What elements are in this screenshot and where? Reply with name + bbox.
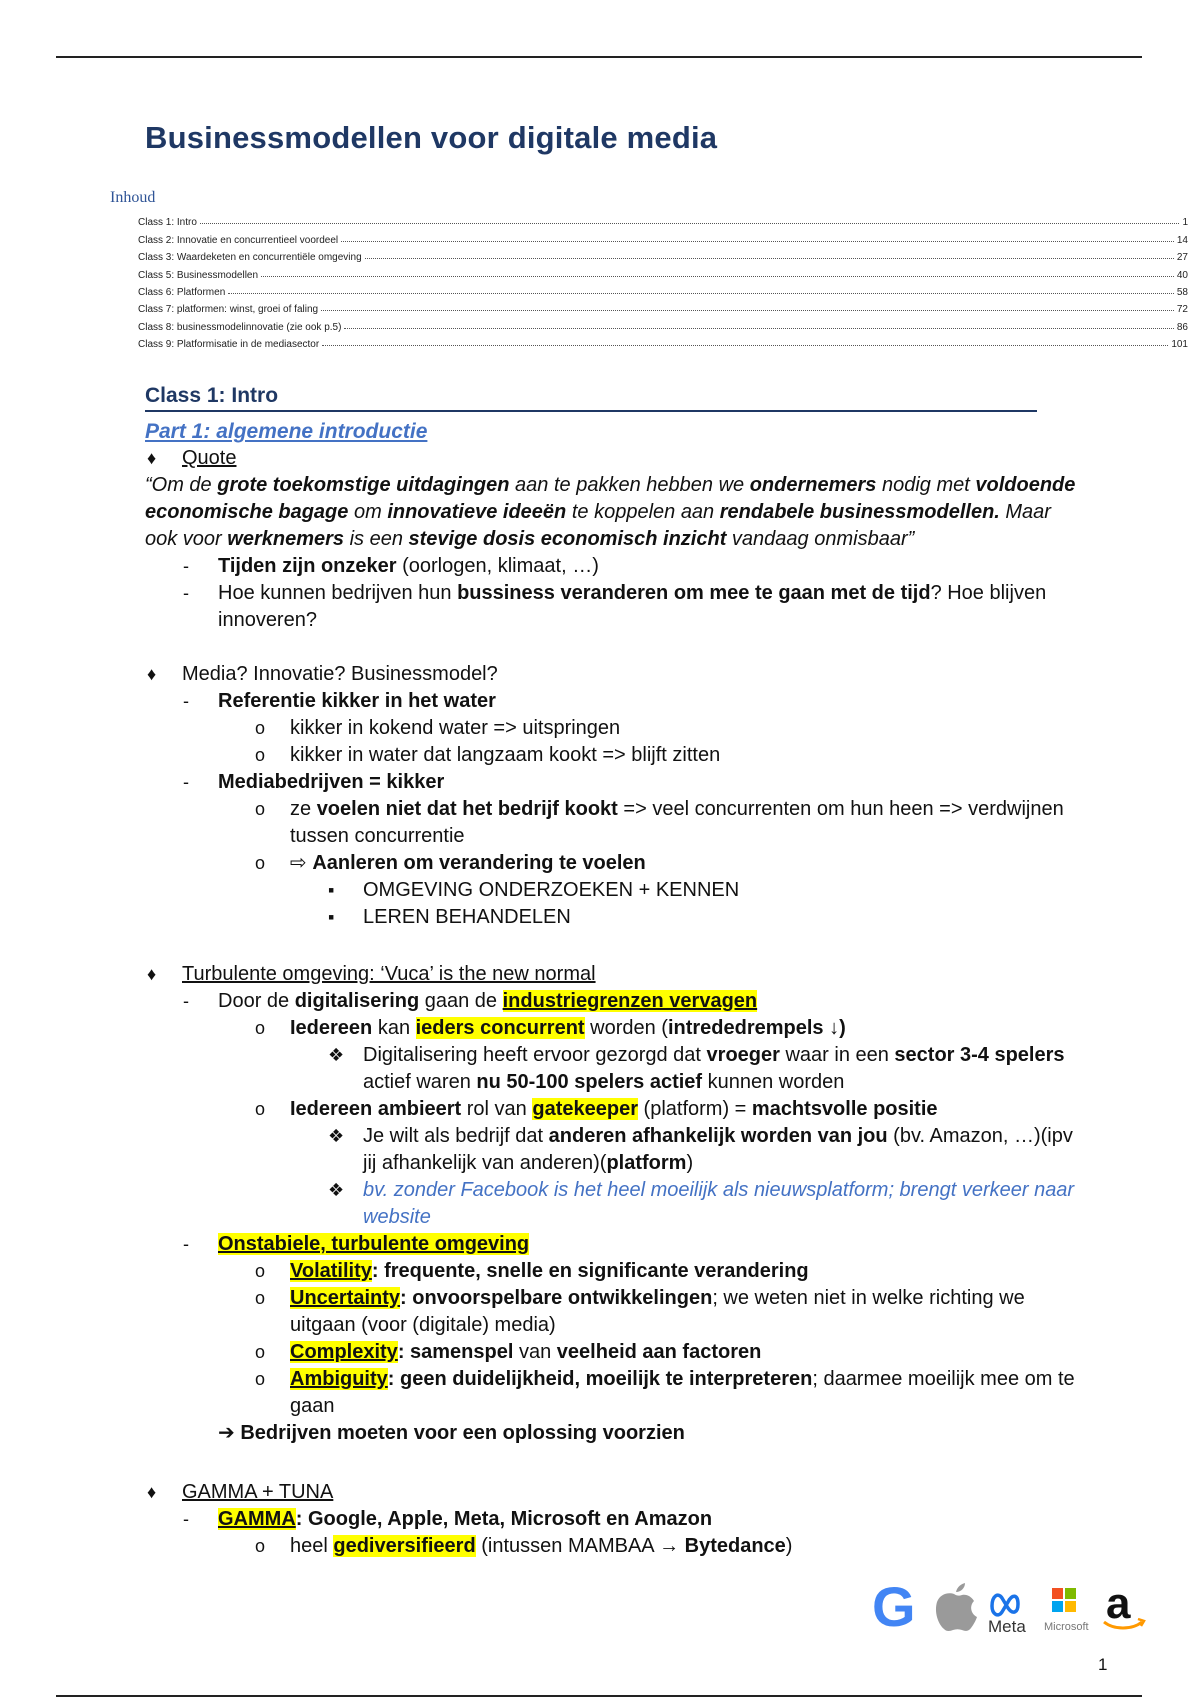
- toc-dot-leader: [344, 328, 1173, 329]
- list-item: - Mediabedrijven = kikker: [145, 769, 1085, 796]
- toc-entry-page: 58: [1176, 286, 1188, 298]
- list-item: ♦ Quote: [145, 445, 1085, 472]
- toc-entry-label: Class 2: Innovatie en concurrentieel voordeel: [138, 234, 339, 246]
- dash-bullet-icon: -: [183, 1234, 189, 1254]
- toc-entry-page: 72: [1176, 304, 1188, 316]
- circle-bullet-icon: o: [255, 1018, 266, 1038]
- list-item: o Iedereen ambieert rol van gatekeeper (platform) = machtsvolle positie: [145, 1096, 1085, 1123]
- logos-svg: [870, 1576, 1150, 1636]
- list-item: - Door de digitalisering gaan de industriegrenzen vervagen: [145, 988, 1085, 1015]
- list-item: o Iedereen kan ieders concurrent worden (intrededrempels ↓): [145, 1015, 1085, 1042]
- list-item: o ⇨ Aanleren om verandering te voelen: [145, 850, 1085, 877]
- amazon-logo-icon: [1104, 1579, 1144, 1628]
- circle-bullet-icon: o: [255, 718, 266, 738]
- microsoft-logo-icon: [1044, 1588, 1089, 1633]
- toc-entry-page: 40: [1176, 269, 1188, 281]
- list-item: ▪ LEREN BEHANDELEN: [145, 904, 1085, 931]
- toc-dot-leader: [365, 258, 1174, 259]
- toc-entry-label: Class 8: businessmodelinnovatie (zie ook p.5): [138, 321, 342, 333]
- circle-bullet-icon: o: [255, 1369, 266, 1389]
- toc-heading: Inhoud: [110, 189, 156, 206]
- dash-bullet-icon: -: [183, 556, 189, 576]
- circle-bullet-icon: o: [255, 799, 266, 819]
- list-item: - Hoe kunnen bedrijven hun bussiness veranderen om mee te gaan met de tijd? Hoe blijven innoveren?: [183, 582, 1047, 631]
- diamond-bullet-icon: ♦: [147, 448, 157, 468]
- toc-entry[interactable]: [138, 333, 1188, 350]
- arrow-right-icon: ➔: [218, 1422, 241, 1444]
- toc-dot-leader: [322, 345, 1168, 346]
- toc-dot-leader: [321, 310, 1174, 311]
- list-item: o kikker in kokend water => uitspringen: [145, 715, 1085, 742]
- toc-entry-label: Class 6: Platformen: [138, 286, 226, 298]
- page-number: 1: [1098, 1655, 1108, 1674]
- toc-entry-label: Class 7: platformen: winst, groei of faling: [138, 304, 319, 316]
- part-heading: Part 1: algemene introductie: [145, 420, 428, 443]
- square-bullet-icon: ▪: [328, 907, 335, 927]
- toc-entry[interactable]: [138, 228, 1188, 245]
- circle-bullet-icon: o: [255, 853, 266, 873]
- toc-entry-label: Class 5: Businessmodellen: [138, 269, 259, 281]
- diamond-star-bullet-icon: ❖: [328, 1180, 345, 1200]
- list-item: ❖ Digitalisering heeft ervoor gezorgd dat vroeger waar in een sector 3-4 spelers actief waren nu 50-100 spelers actief kunnen worden: [328, 1044, 1065, 1093]
- list-item: ♦ Turbulente omgeving: ‘Vuca’ is the new normal: [145, 961, 1085, 988]
- circle-bullet-icon: o: [255, 1536, 266, 1556]
- dash-bullet-icon: -: [183, 583, 189, 603]
- dash-bullet-icon: -: [183, 1509, 189, 1529]
- toc-entry[interactable]: [138, 263, 1188, 280]
- page-title: Businessmodellen voor digitale media: [145, 120, 718, 155]
- square-bullet-icon: ▪: [328, 880, 335, 900]
- toc-entry[interactable]: [138, 281, 1188, 298]
- diamond-bullet-icon: ♦: [147, 964, 157, 984]
- svg-text:Microsoft: Microsoft: [1044, 1621, 1089, 1633]
- toc-entry-label: Class 3: Waardeketen en concurrentiële omgeving: [138, 252, 362, 264]
- quote-text: “Om de grote toekomstige uitdagingen aan te pakken hebben we ondernemers nodig met voldoende economische bagage om innovatieve ideeën te koppelen aan rendabele businessmodellen. Maar ook voor werknemers is een stevige dosis economisch inzicht vandaag onmisbaar”: [145, 474, 1076, 550]
- circle-bullet-icon: o: [255, 1288, 266, 1308]
- list-item: o Uncertainty: onvoorspelbare ontwikkelingen; we weten niet in welke richting we uitgaan (voor (digitale) media): [255, 1287, 1025, 1336]
- table-of-contents: [138, 211, 1188, 350]
- list-item: o Ambiguity: geen duidelijkheid, moeilijk te interpreteren; daarmee moeilijk mee om te gaan: [255, 1368, 1075, 1417]
- bottom-rule: [56, 1695, 1142, 1697]
- svg-text:Meta: Meta: [988, 1617, 1026, 1636]
- list-item: ♦ GAMMA + TUNA: [145, 1479, 1085, 1506]
- list-item: - Onstabiele, turbulente omgeving: [145, 1231, 1085, 1258]
- circle-bullet-icon: o: [255, 1099, 266, 1119]
- diamond-star-bullet-icon: ❖: [328, 1126, 345, 1146]
- list-item: o heel gediversifieerd (intussen MAMBAA → Bytedance): [145, 1533, 1085, 1560]
- apple-logo-icon: [936, 1583, 977, 1631]
- list-item: ♦ Media? Innovatie? Businessmodel?: [145, 661, 1085, 688]
- dash-bullet-icon: -: [183, 991, 189, 1011]
- svg-text:a: a: [1106, 1579, 1131, 1628]
- section-heading: Class 1: Intro: [145, 382, 1037, 412]
- circle-bullet-icon: o: [255, 1261, 266, 1281]
- diamond-bullet-icon: ♦: [147, 1482, 157, 1502]
- toc-entry[interactable]: [138, 246, 1188, 263]
- list-item: ❖ bv. zonder Facebook is het heel moeilijk als nieuwsplatform; brengt verkeer naar website: [328, 1179, 1075, 1228]
- meta-logo-icon: [988, 1595, 1026, 1636]
- conclusion-line: ➔ Bedrijven moeten voor een oplossing voorzien: [218, 1422, 685, 1444]
- google-logo-icon: G: [872, 1576, 916, 1636]
- top-rule: [56, 56, 1142, 58]
- dash-bullet-icon: -: [183, 691, 189, 711]
- toc-dot-leader: [200, 223, 1180, 224]
- toc-entry-label: Class 1: Intro: [138, 217, 197, 229]
- list-item: o Complexity: samenspel van veelheid aan factoren: [145, 1339, 1085, 1366]
- toc-dot-leader: [341, 241, 1174, 242]
- list-item: - Referentie kikker in het water: [145, 688, 1085, 715]
- list-item: o kikker in water dat langzaam kookt => blijft zitten: [145, 742, 1085, 769]
- toc-dot-leader: [261, 276, 1174, 277]
- diamond-bullet-icon: ♦: [147, 664, 157, 684]
- toc-entry-label: Class 9: Platformisatie in de mediasector: [138, 339, 320, 351]
- company-logos: [870, 1576, 1150, 1636]
- diamond-star-bullet-icon: ❖: [328, 1045, 345, 1065]
- list-item: o ze voelen niet dat het bedrijf kookt => veel concurrenten om hun heen => verdwijnen tussen concurrentie: [255, 798, 1064, 847]
- list-item: - GAMMA: Google, Apple, Meta, Microsoft en Amazon: [145, 1506, 1085, 1533]
- toc-entry-page: 101: [1171, 339, 1188, 351]
- toc-entry-page: 1: [1182, 217, 1188, 229]
- circle-bullet-icon: o: [255, 745, 266, 765]
- list-item: - Tijden zijn onzeker (oorlogen, klimaat, …): [145, 553, 1085, 580]
- toc-dot-leader: [228, 293, 1174, 294]
- toc-entry-page: 86: [1176, 321, 1188, 333]
- circle-bullet-icon: o: [255, 1342, 266, 1362]
- toc-entry[interactable]: [138, 298, 1188, 315]
- list-item: o Volatility: frequente, snelle en significante verandering: [145, 1258, 1085, 1285]
- toc-entry[interactable]: [138, 315, 1188, 332]
- list-item: ▪ OMGEVING ONDERZOEKEN + KENNEN: [145, 877, 1085, 904]
- toc-entry[interactable]: [138, 211, 1188, 228]
- toc-entry-page: 27: [1176, 252, 1188, 264]
- toc-entry-page: 14: [1176, 234, 1188, 246]
- list-item: ❖ Je wilt als bedrijf dat anderen afhankelijk worden van jou (bv. Amazon, …)(ipv jij afhankelijk van anderen)(platform): [328, 1125, 1073, 1174]
- dash-bullet-icon: -: [183, 772, 189, 792]
- page-content: [145, 382, 1085, 1560]
